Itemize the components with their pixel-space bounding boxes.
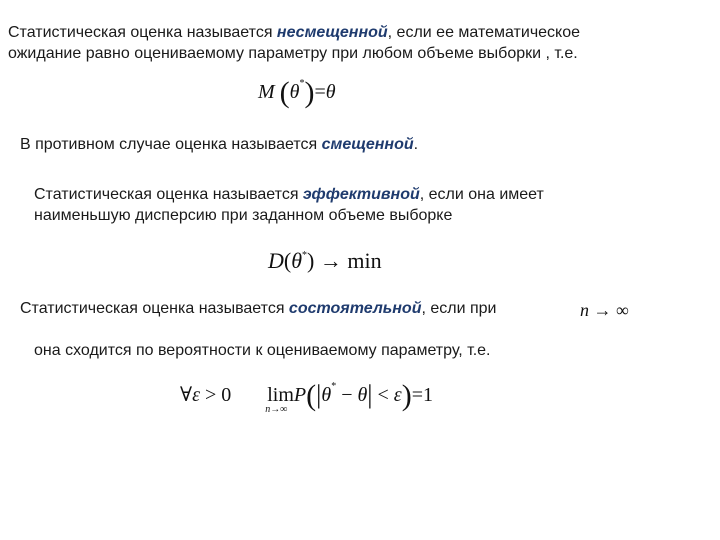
formula-efficient <box>268 248 382 274</box>
formula-arrow: → <box>319 248 342 273</box>
consistent-definition-line1 <box>20 298 497 319</box>
efficient-definition-line1 <box>34 184 544 205</box>
unbiased-text-pre: Статистическая оценка называется <box>8 24 277 41</box>
formula-star: * <box>331 381 337 392</box>
formula-epsilon: ε <box>192 384 200 406</box>
formula-theta-param: θ <box>357 384 368 406</box>
term-biased: смещенной <box>321 136 414 153</box>
efficient-text-post: , если она имеет <box>419 186 544 203</box>
formula-lim-subscript: n→∞ <box>265 404 288 415</box>
formula-paren-close: ) <box>307 248 315 273</box>
formula-paren-open: ( <box>279 76 290 109</box>
formula-minus: − <box>341 384 353 406</box>
unbiased-definition-line2: ожидание равно оцениваемому параметру при любом объеме выборки , т.е. <box>8 45 578 62</box>
consistent-definition-line2: она сходится по вероятности к оцениваемому параметру, т.е. <box>34 342 491 359</box>
formula-lt: < <box>377 384 389 406</box>
formula-infinity: ∞ <box>616 300 629 320</box>
formula-star: * <box>299 78 305 89</box>
formula-paren-close: ) <box>304 76 315 109</box>
formula-one: 1 <box>422 384 433 406</box>
formula-forall: ∀ <box>180 384 193 406</box>
unbiased-definition-line1 <box>8 22 580 43</box>
formula-abs-open: | <box>316 380 322 409</box>
formula-abs-close: | <box>367 380 373 409</box>
consistent-text-post: , если при <box>421 300 497 317</box>
formula-theta: θ <box>289 81 300 103</box>
formula-theta: θ <box>291 248 303 273</box>
formula-gt: > <box>204 384 217 406</box>
efficient-text-pre: Статистическая оценка называется <box>34 186 303 203</box>
formula-paren-open: ( <box>283 248 292 273</box>
formula-n-to-infinity <box>580 300 629 321</box>
formula-zero: 0 <box>221 384 232 406</box>
formula-star: * <box>302 250 308 261</box>
formula-limit <box>265 384 294 415</box>
efficient-definition-line2: наименьшую дисперсию при заданном объеме выборке <box>34 207 453 224</box>
formula-paren-open: ( <box>306 379 317 412</box>
formula-eq: = <box>411 384 423 406</box>
formula-m: M <box>258 81 275 103</box>
formula-theta: θ <box>321 384 332 406</box>
formula-unbiased <box>258 78 336 108</box>
biased-text-post: . <box>413 136 419 153</box>
formula-d: D <box>268 248 284 273</box>
biased-definition <box>20 134 418 155</box>
formula-consistent <box>180 380 433 420</box>
term-efficient: эффективной <box>302 186 420 203</box>
formula-n: n <box>580 300 589 320</box>
formula-rhs: θ <box>325 81 336 103</box>
formula-epsilon-2: ε <box>393 384 402 406</box>
biased-text-pre: В противном случае оценка называется <box>20 136 322 153</box>
term-consistent: состоятельной <box>288 300 422 317</box>
consistent-text-pre: Статистическая оценка называется <box>20 300 289 317</box>
formula-arrow: → <box>593 300 612 320</box>
formula-paren-close: ) <box>401 379 412 412</box>
term-unbiased: несмещенной <box>276 24 388 41</box>
unbiased-text-post: , если ее математическое <box>387 24 581 41</box>
formula-p: P <box>293 384 307 406</box>
formula-eq: = <box>314 81 326 103</box>
formula-min: min <box>347 248 382 273</box>
formula-lim: lim <box>267 384 294 406</box>
